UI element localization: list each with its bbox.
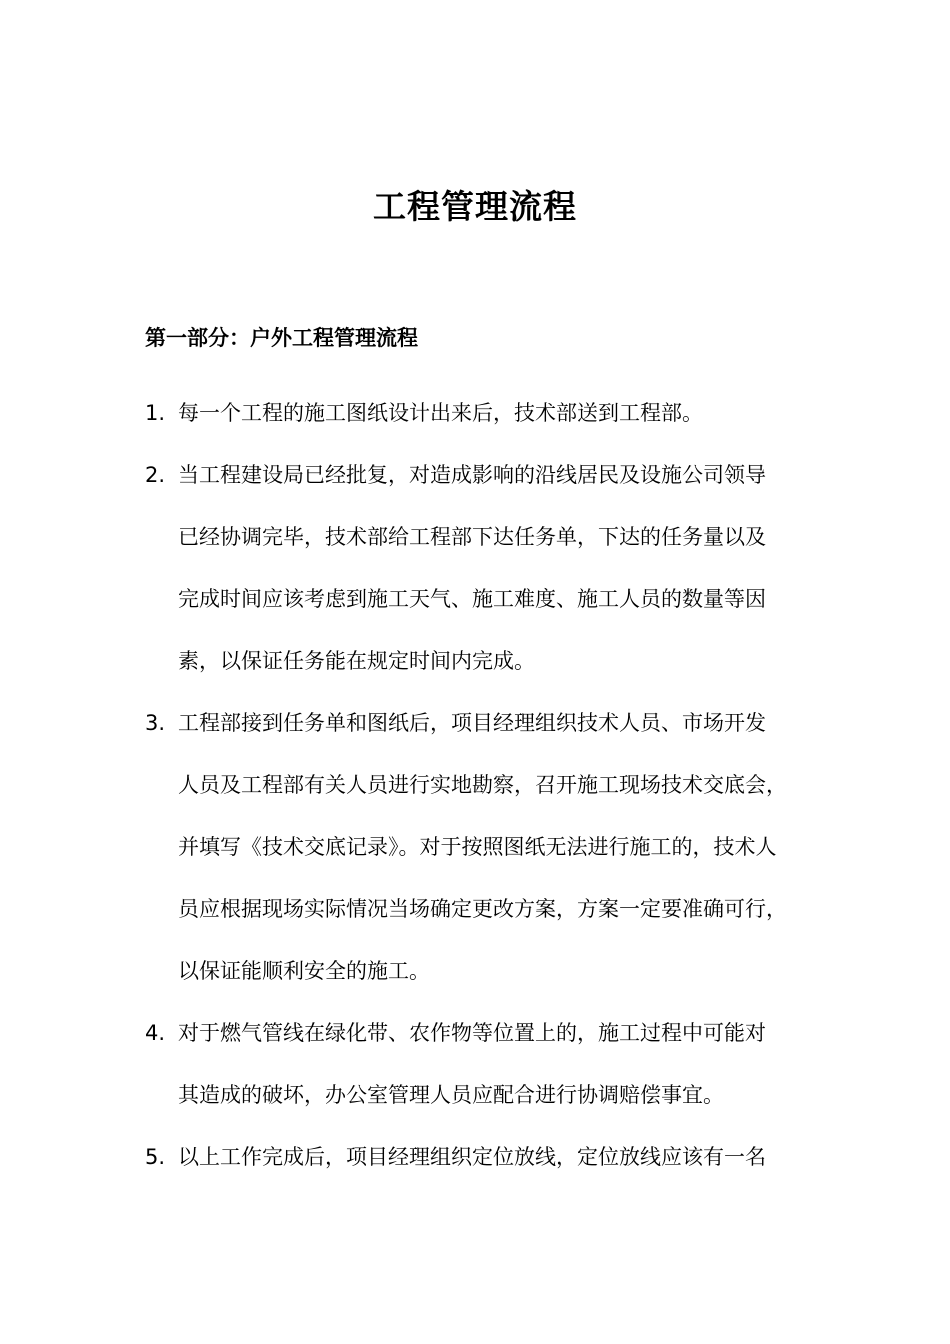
list-item-number: 3. (145, 711, 166, 735)
list-item-text-line: 完成时间应该考虑到施工天气、施工难度、施工人员的数量等因 (178, 587, 766, 611)
list-item-text-line: 以上工作完成后，项目经理组织定位放线，定位放线应该有一名 (178, 1145, 766, 1169)
list-item-number: 1. (145, 401, 166, 425)
section-heading: 第一部分：户外工程管理流程 (145, 326, 418, 350)
list-item (0, 382, 950, 444)
procedure-list (0, 382, 950, 1188)
list-item (0, 692, 950, 1002)
list-item-text-line: 人员及工程部有关人员进行实地勘察，召开施工现场技术交底会， (178, 773, 787, 797)
list-item-text-line: 素，以保证任务能在规定时间内完成。 (178, 649, 535, 673)
list-item (0, 444, 950, 692)
list-item-number: 2. (145, 463, 166, 487)
list-item-text-line: 其造成的破坏，办公室管理人员应配合进行协调赔偿事宜。 (178, 1083, 724, 1107)
document-title: 工程管理流程 (373, 187, 577, 226)
list-item-text-line: 对于燃气管线在绿化带、农作物等位置上的，施工过程中可能对 (178, 1021, 766, 1045)
list-item-text-line: 并填写《技术交底记录》。对于按照图纸无法进行施工的，技术人 (178, 835, 777, 859)
list-item (0, 1002, 950, 1126)
list-item-text-line: 每一个工程的施工图纸设计出来后，技术部送到工程部。 (178, 401, 703, 425)
list-item-text-line: 当工程建设局已经批复，对造成影响的沿线居民及设施公司领导 (178, 463, 766, 487)
list-item-text-line: 员应根据现场实际情况当场确定更改方案，方案一定要准确可行， (178, 897, 787, 921)
list-item-number: 4. (145, 1021, 166, 1045)
list-item-number: 5. (145, 1145, 166, 1169)
list-item-text-line: 已经协调完毕，技术部给工程部下达任务单，下达的任务量以及 (178, 525, 766, 549)
list-item-text-line: 工程部接到任务单和图纸后，项目经理组织技术人员、市场开发 (178, 711, 766, 735)
list-item (0, 1126, 950, 1188)
list-item-text-line: 以保证能顺利安全的施工。 (178, 959, 430, 983)
